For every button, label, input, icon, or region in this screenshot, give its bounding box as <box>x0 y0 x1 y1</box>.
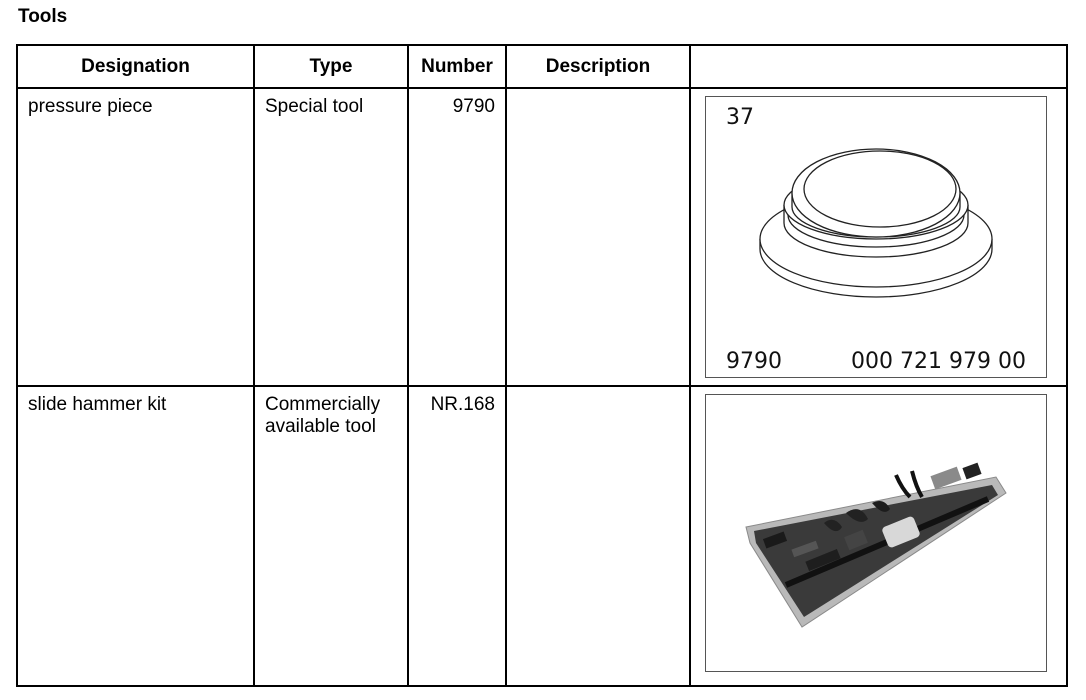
cell-type: Special tool <box>254 88 408 386</box>
cell-description <box>506 386 690 686</box>
cell-designation: pressure piece <box>17 88 254 386</box>
drawing-part-number: 000 721 979 00 <box>851 349 1026 374</box>
cell-designation: slide hammer kit <box>17 386 254 686</box>
cell-description <box>506 88 690 386</box>
drawing-tool-number: 9790 <box>726 349 782 374</box>
column-header-description: Description <box>506 45 690 88</box>
table-header-row <box>17 45 1067 88</box>
column-header-type: Type <box>254 45 408 88</box>
tools-table <box>16 44 1068 687</box>
column-header-designation: Designation <box>17 45 254 88</box>
cell-image <box>690 88 1067 386</box>
slide-hammer-kit-image <box>705 394 1047 672</box>
column-header-image <box>690 45 1067 88</box>
table-row <box>17 88 1067 386</box>
slide-hammer-kit-photo-icon <box>706 395 1046 671</box>
table-row <box>17 386 1067 686</box>
page-title: Tools <box>18 6 68 27</box>
cell-type: Commercially available tool <box>254 386 408 686</box>
cell-image <box>690 386 1067 686</box>
column-header-number: Number <box>408 45 506 88</box>
cell-number: 9790 <box>408 88 506 386</box>
cell-number: NR.168 <box>408 386 506 686</box>
drawing-figure-number: 37 <box>726 105 754 130</box>
pressure-piece-image <box>705 96 1047 378</box>
pressure-piece-drawing-icon <box>706 97 1046 377</box>
